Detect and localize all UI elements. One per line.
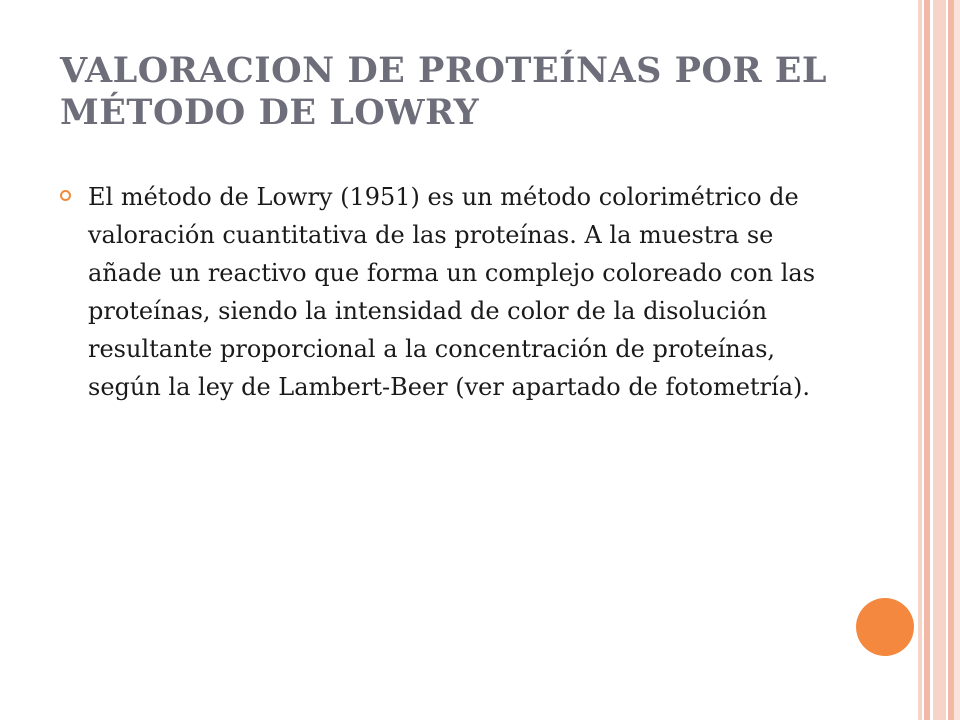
slide-title: VALORACION DE PROTEÍNAS POR EL MÉTODO DE LOWRY xyxy=(60,50,828,133)
decorative-circle xyxy=(856,598,914,656)
decorative-border xyxy=(918,0,960,720)
bullet-text: El método de Lowry (1951) es un método colorimétrico de valoración cuantitativa de las proteínas. A la muestra se añade un reactivo que forma un complejo coloreado con las proteínas, siendo la intensidad de color de la disolución resultante proporcional a la concentración de proteínas, según la ley de Lambert-Beer (ver apartado de fotometría). xyxy=(88,183,816,401)
bullet-list xyxy=(60,178,850,406)
bullet-item xyxy=(60,178,850,406)
border-stripe xyxy=(954,0,960,720)
bullet-circle-icon xyxy=(60,190,71,201)
border-stripe xyxy=(933,0,946,720)
